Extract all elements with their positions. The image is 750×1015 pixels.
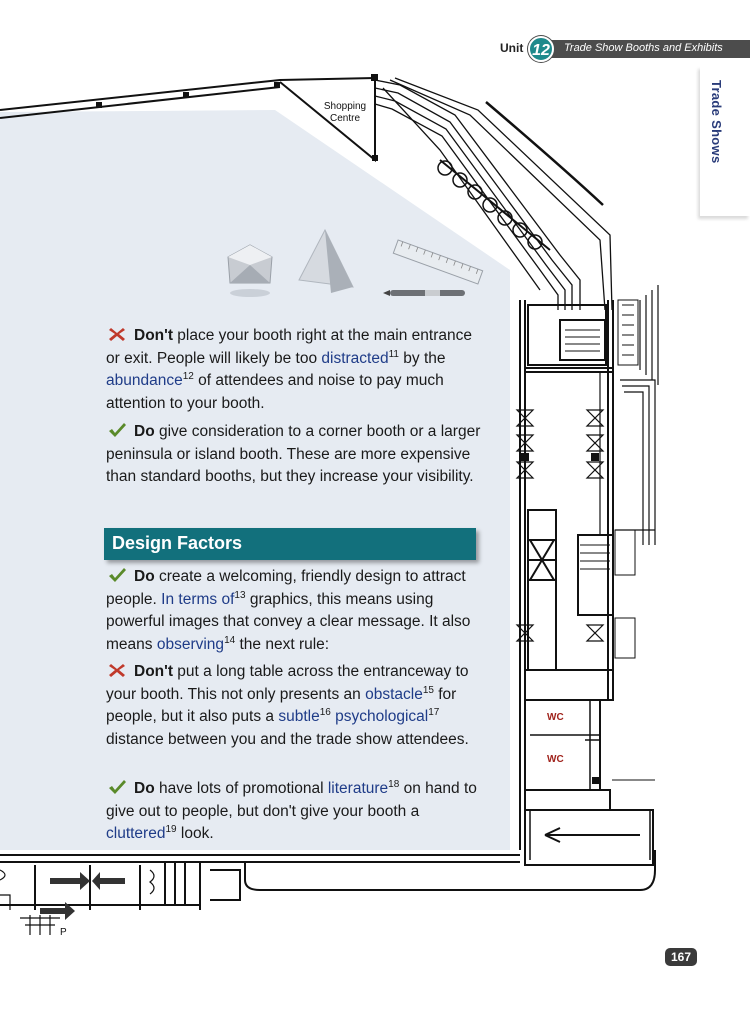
tip-text: create a welcoming, friendly design to attract people. (106, 568, 466, 608)
footnote-number: 18 (388, 778, 400, 790)
glossary-term: cluttered (106, 825, 166, 842)
unit-number-badge: 12 (528, 36, 554, 62)
p-label: P (60, 927, 67, 938)
tip-text: the next rule: (235, 635, 330, 653)
tip-text: by the (398, 349, 446, 367)
tip-dont-long-table (106, 661, 486, 751)
tip-do-literature (106, 778, 486, 846)
glossary-term: subtle (278, 708, 320, 725)
glossary-term: psychological (335, 708, 429, 725)
tip-lead: Do (134, 568, 155, 585)
check-icon (108, 779, 126, 795)
glossary-term: distracted (321, 349, 389, 367)
tip-text: distance between you and the trade show attendees. (106, 730, 469, 748)
tip-lead: Do (134, 780, 155, 797)
shopping-centre-label: Shopping Centre (323, 101, 367, 124)
unit-header (470, 36, 750, 62)
wc-label-1: WC (547, 712, 564, 723)
tip-text: of attendees and noise to pay much attention to your booth. (106, 372, 444, 412)
glossary-term: observing (156, 635, 225, 653)
footnote-number: 16 (319, 706, 331, 718)
glossary-term: literature (327, 780, 389, 797)
tip-lead: Don't (134, 327, 173, 344)
glossary-term: obstacle (365, 685, 423, 703)
section-title: Design Factors (112, 533, 243, 553)
check-icon (108, 567, 126, 583)
footnote-number: 13 (234, 589, 246, 601)
design-factors-heading (104, 528, 476, 560)
tip-do-corner-booth (106, 421, 486, 489)
glossary-term: abundance (106, 372, 183, 389)
page-number: 167 (665, 948, 697, 966)
cross-icon (108, 326, 126, 342)
tip-text: look. (176, 825, 214, 842)
tip-lead: Do (134, 423, 155, 440)
tip-dont-entrance (106, 325, 486, 415)
footnote-number: 17 (428, 706, 440, 718)
pen-shape (383, 290, 465, 296)
tip-lead: Don't (134, 663, 173, 680)
tip-do-welcoming-design (106, 566, 486, 656)
wc-label-2: WC (547, 754, 564, 765)
footnote-number: 19 (165, 823, 177, 835)
check-icon (108, 422, 126, 438)
tip-text: give consideration to a corner booth or a larger peninsula or island booth. These are more expensive than standard booths, but they increase your visibility. (106, 423, 481, 485)
footnote-number: 14 (224, 634, 236, 646)
footnote-number: 11 (388, 348, 399, 360)
tip-text: on hand to give out to people, but don't give your booth a (106, 780, 477, 820)
tip-text: graphics, this means using powerful images that convey a clear message. It also means (106, 590, 471, 653)
cross-icon (108, 662, 126, 678)
tip-text: for people, but it also puts a (106, 685, 457, 725)
glossary-term: In terms of (161, 590, 235, 608)
footnote-number: 12 (182, 370, 194, 382)
unit-label: Unit (500, 41, 524, 55)
footnote-number: 15 (422, 684, 434, 696)
tip-text: put a long table across the entranceway to your booth. This not only presents an (106, 663, 469, 703)
tip-text: have lots of promotional (154, 780, 328, 797)
side-tab-label: Trade Shows (709, 80, 724, 164)
tip-text: place your booth right at the main entrance or exit. People will likely be too (106, 327, 472, 367)
unit-title: Trade Show Booths and Exhibits (564, 42, 723, 54)
